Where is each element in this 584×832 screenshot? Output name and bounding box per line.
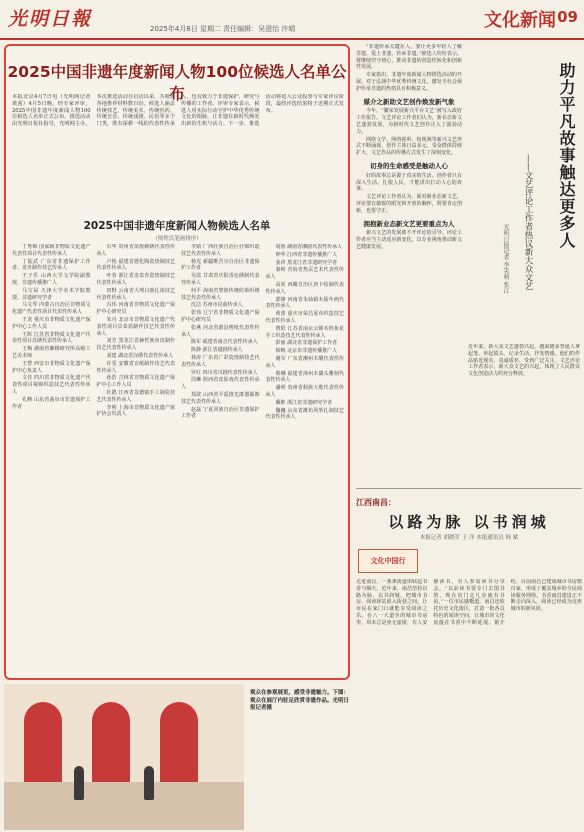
candidate-entry: 马宝禄 天津大学美术学院教授、非遗研究学者 xyxy=(12,287,91,301)
main-article[interactable] xyxy=(4,44,350,680)
commentary-paragraph: 今年，“繁荣发展新兴平台文艺”被写入政府工作报告。文艺评论工作者们认为，新业态新文艺蓬勃发展，为新时代文艺创作注入了强劲动力。 xyxy=(356,108,462,135)
candidate-entry: 秦岭 青海省热贡艺术代表性传承人 xyxy=(265,267,344,281)
issue-info: 2025年4月8日 星期二 责任编辑：吴澄怡 许晴 xyxy=(150,25,296,33)
candidate-entry: 丁秀梅 国家级非物质文化遗产代表性项目代表性传承人 xyxy=(12,244,91,257)
candidate-entry: 吴霞 甘肃省庆阳香包绣制代表性传承人 xyxy=(181,273,260,286)
feature-region: 江西南昌： xyxy=(356,498,396,507)
candidate-entry: 彭丽 湖北省非遗保护工作者 xyxy=(275,340,338,347)
page-number: 09 xyxy=(557,8,578,26)
candidate-entry: 陈军 福建省南音代表性传承人 xyxy=(191,339,258,346)
candidate-entry: 叶春 浙江省龙泉青瓷烧制技艺代表性传承人 xyxy=(96,273,175,286)
main-article-lede: 本报北京4月7日电（光明网记者黄茜）4月5日晚，经专家评审，2025中国非遗年度新闻人物100位候选人名单正式公布。推选活动由光明日报社指导，光明网主办。本次推选活动自启动以来，共收到各地推荐材料数百份。候选人涵盖传统技艺、传统美术、传统医药、传统音乐、传统戏剧、民俗等多个门类，既有深耕一线的代表性传承人，也有致力于非遗保护、研究与传播的工作者。评审专家表示，候选人用实际行动守护中华优秀传统文化的根脉，让非遗在新时代焕发出新的生机与活力。下一步，推选活动将进入公众投票与专家评议阶段，最终评选结果将于近期正式发布。 xyxy=(12,94,344,128)
commentary-paragraph: 网络文学、网络视听、短视频等新兴文艺形式不断涌现，创作主体日益多元，受众群体持续扩大，文艺作品的传播方式发生了深刻变化。 xyxy=(356,136,462,157)
red-arch xyxy=(24,702,62,782)
candidate-entry: 郑波 山西省平遥推光漆器髹饰技艺代表性传承人 xyxy=(181,391,260,405)
commentary-column xyxy=(356,44,462,484)
section-head: 拥抱新业态新文艺更要重点为人 xyxy=(363,219,455,228)
candidate-entry: 张伟 辽宁省非物质文化遗产保护中心研究员 xyxy=(181,310,260,323)
feature-headline-column xyxy=(468,44,580,484)
candidate-entry: 何平 海南省黎族传统纺染织绣技艺代表性传承人 xyxy=(181,287,260,301)
candidate-entry: 杨光 新疆维吾尔自治区非遗保护工作者 xyxy=(181,258,260,272)
candidate-list-subtitle: （按姓氏笔画排序） xyxy=(152,236,202,242)
candidate-entry: 王梅 湖南省湘绣研究所高级工艺美术师 xyxy=(12,346,91,359)
red-arch xyxy=(92,702,130,782)
candidate-entry: 韩梅 北京市非遗传播推广人 xyxy=(275,348,338,355)
commentary-paragraph: 新兴文艺的发展离不开评论的引导。评论工作者应当主动适应新变化，以专业视角推动新文艺健康发展。 xyxy=(356,230,462,250)
photo-caption: 观众在参观展览，感受非遗魅力。下图：观众在展厅内驻足欣赏非遗作品。光明日报记者摄 xyxy=(250,690,350,711)
city-feature-article[interactable] xyxy=(356,488,582,828)
candidate-entry: 马文琴 内蒙古自治区非物质文化遗产代表性项目代表性传承人 xyxy=(12,302,91,316)
main-article-title[interactable]: 2025中国非遗年度新闻人物100位候选人名单公布 xyxy=(7,63,347,103)
candidate-entry: 李明 上海市非物质文化遗产保护协会负责人 xyxy=(96,404,175,418)
candidate-entry: 王子乐 山西大学文学院副教授、非遗传播推广人 xyxy=(12,273,91,286)
candidate-entry: 林涛 广东省广彩瓷烧制技艺代表性传承人 xyxy=(181,354,260,368)
candidate-entry: 钟华 江西省非遗传播推广人 xyxy=(275,251,338,258)
candidate-entry: 李婧 广西壮族自治区壮锦织造技艺代表性传承人 xyxy=(181,244,260,257)
candidate-entry: 孙浩 吉林省非物质文化遗产保护中心工作人员 xyxy=(96,375,175,389)
candidate-entry: 蔡琳 福建省漳州木偶头雕刻代表性传承人 xyxy=(265,370,344,384)
candidate-entry: 沈洁 苏州市昆曲传承人 xyxy=(191,302,243,309)
candidate-entry: 许雯 安徽省宣纸制作技艺代表性传承人 xyxy=(96,360,175,374)
candidate-entry: 郭锋 河南省朱仙镇木版年画代表性传承人 xyxy=(265,296,344,310)
commentary-lead: 专家指出，非遗年度新闻人物推选活动的开展，对于弘扬中华优秀传统文化、激发全社会保护传承非遗的热情具有积极意义。 xyxy=(356,72,462,92)
candidate-list xyxy=(12,244,344,676)
feature-subheadline: ——文艺评论工作者热议新大众文艺 xyxy=(523,154,533,290)
candidate-entry: 卢艳 福建省德化陶瓷烧制技艺代表性传承人 xyxy=(96,258,175,272)
exhibition-photo xyxy=(4,684,244,830)
red-arch xyxy=(160,702,198,782)
candidate-entry: 冯伟 河南省非物质文化遗产保护中心研究员 xyxy=(96,302,175,316)
candidate-entry: 曹阳 江苏省南京云锦木机妆花手工织造技艺代表性传承人 xyxy=(265,325,344,339)
feature-byline: 光明日报记者 李笑萌 张江 xyxy=(502,224,509,294)
commentary-lead: “非遗传承关键在人，要让更多年轻人了解非遗、爱上非遗、传承非遗。”候选人纷纷表示，将继续坚守初心，推动非遗的创造性转化和创新性发展。 xyxy=(356,44,462,71)
candidate-entry: 杜鹃 江西省景德镇手工制瓷技艺代表性传承人 xyxy=(96,389,175,403)
candidate-entry: 文佳 四川省非物质文化遗产代表性项目蜀锦织造技艺代表性传承人 xyxy=(12,375,91,395)
newspaper-logo: 光明日報 xyxy=(8,8,93,30)
feature-body: 近年来，新大众文艺蓬勃兴起，越来越多普通人拿起笔、举起镜头，记录生活，抒发情感。他们的作品贴近现实、真诚质朴，受到广泛关注。文艺评论工作者表示，新大众文艺的兴起，体现了人民群众文化创造活力的充分释放。 xyxy=(468,344,580,378)
section-head: 媒介之新助文艺创作焕发新气象 xyxy=(363,97,455,106)
masthead xyxy=(0,0,584,40)
city-feature-title[interactable]: 以路为脉 以书润城 xyxy=(388,513,550,531)
candidate-entry: 丁振武 广东省非遗保护工作者、龙舟制作技艺传承人 xyxy=(12,258,91,272)
candidate-entry: 高原 西藏自治区唐卡绘制代表性传承人 xyxy=(265,281,344,295)
candidate-entry: 孔峰 山东省曲阜市非遗保护工作者 xyxy=(12,396,91,410)
candidate-entry: 王龙 重庆市非物质文化遗产保护中心工作人员 xyxy=(12,316,91,330)
candidate-entry: 赵磊 宁夏回族自治区非遗保护工作者 xyxy=(181,406,260,420)
candidate-entry: 黄蕾 重庆市荣昌夏布织造技艺代表性传承人 xyxy=(265,311,344,324)
candidate-entry: 周琳 陕西省皮影戏代表性传承人 xyxy=(181,377,260,391)
candidate-entry: 张燕 河北省蔚县剪纸代表性传承人 xyxy=(181,324,260,338)
visitor-figure xyxy=(74,766,84,800)
candidate-entry: 朱丹 北京市非物质文化遗产代表性项目景泰蓝制作技艺代表性传承人 xyxy=(96,316,175,337)
candidate-entry: 王辉 江苏省非物质文化遗产代表性项目苏绣代表性传承人 xyxy=(12,331,91,345)
commentary-paragraph: 好的故事总是源于真实的生活。创作者只有深入生活、扎根人民，才能讲出打动人心的故事。 xyxy=(356,172,462,193)
candidate-entry: 罗红 四川省川剧代表性传承人 xyxy=(191,369,258,376)
candidate-entry: 王慧 西安市非物质文化遗产保护中心负责人 xyxy=(12,360,91,374)
candidate-entry: 魏巍 山东省潍坊风筝扎制技艺代表性传承人 xyxy=(265,407,344,421)
candidate-entry: 刘芳 黑龙江省赫哲族鱼皮制作技艺代表性传承人 xyxy=(96,338,175,352)
candidate-entry: 刘建 湖北省汉绣代表性传承人 xyxy=(106,352,174,359)
column-logo: 文化中国行 xyxy=(358,549,418,573)
candidate-entry: 陈静 浙江省越剧传承人 xyxy=(191,347,243,354)
city-feature-body: 走进南昌，一条条街道串联起书香与烟火。近年来，南昌坚持以路为脉、以书润城，把城市书房、阅读驿站嵌入街巷之间，让市民在家门口就能享受阅读之乐。在八一大道旁的城市书房里，周末总是座无虚席，有人安静读书，有人参加读书分享会。“以前读书要专门去图书馆，现在出门走几步就有书房。”一位市民感慨道。南昌还依托历史文化街区，打造一批各具特色的阅读空间，让城市的文化底蕴在书香中不断延展。据介绍，目前南昌已建成城市书房数百家，形成了覆盖城乡的全民阅读服务网络。书香南昌建设正不断走向深入，阅读已经成为这座城市的新风尚。 xyxy=(356,579,582,626)
commentary-paragraph: 文艺评论工作者认为，面对新业态新文艺，评论要有敏锐的眼光和开放的胸怀，既要肯定创新，也要守正。 xyxy=(356,194,462,214)
city-feature-byline: 本报记者 胡晓军 王 洋 本报通讯员 韩 斌 xyxy=(419,535,519,541)
candidate-entry: 潘明 贵州省侗族大歌代表性传承人 xyxy=(265,385,344,398)
candidate-entry: 石华 贵州省苗族刺绣代表性传承人 xyxy=(96,244,175,257)
candidate-entry: 田野 云南省大理白族扎染技艺代表性传承人 xyxy=(96,287,175,301)
candidate-list-title: 2025中国非遗年度新闻人物候选人名单 xyxy=(83,220,271,232)
candidate-entry: 姜涛 黑龙江省非遗研究学者 xyxy=(275,259,338,266)
candidate-entry: 谢军 广东省潮州木雕代表性传承人 xyxy=(265,355,344,369)
candidate-entry: 胡蓉 湖南省湘剧代表性传承人 xyxy=(275,244,343,250)
feature-headline[interactable]: 助力平凡故事触达更多人 xyxy=(557,62,576,249)
section-title: 文化新闻 xyxy=(484,10,556,31)
section-head: 切身的生命感受是触动人心 xyxy=(370,161,448,170)
candidate-entry: 戴维 浙江省非遗研究学者 xyxy=(275,399,333,406)
photo-floor xyxy=(4,782,244,830)
visitor-figure xyxy=(144,766,154,800)
